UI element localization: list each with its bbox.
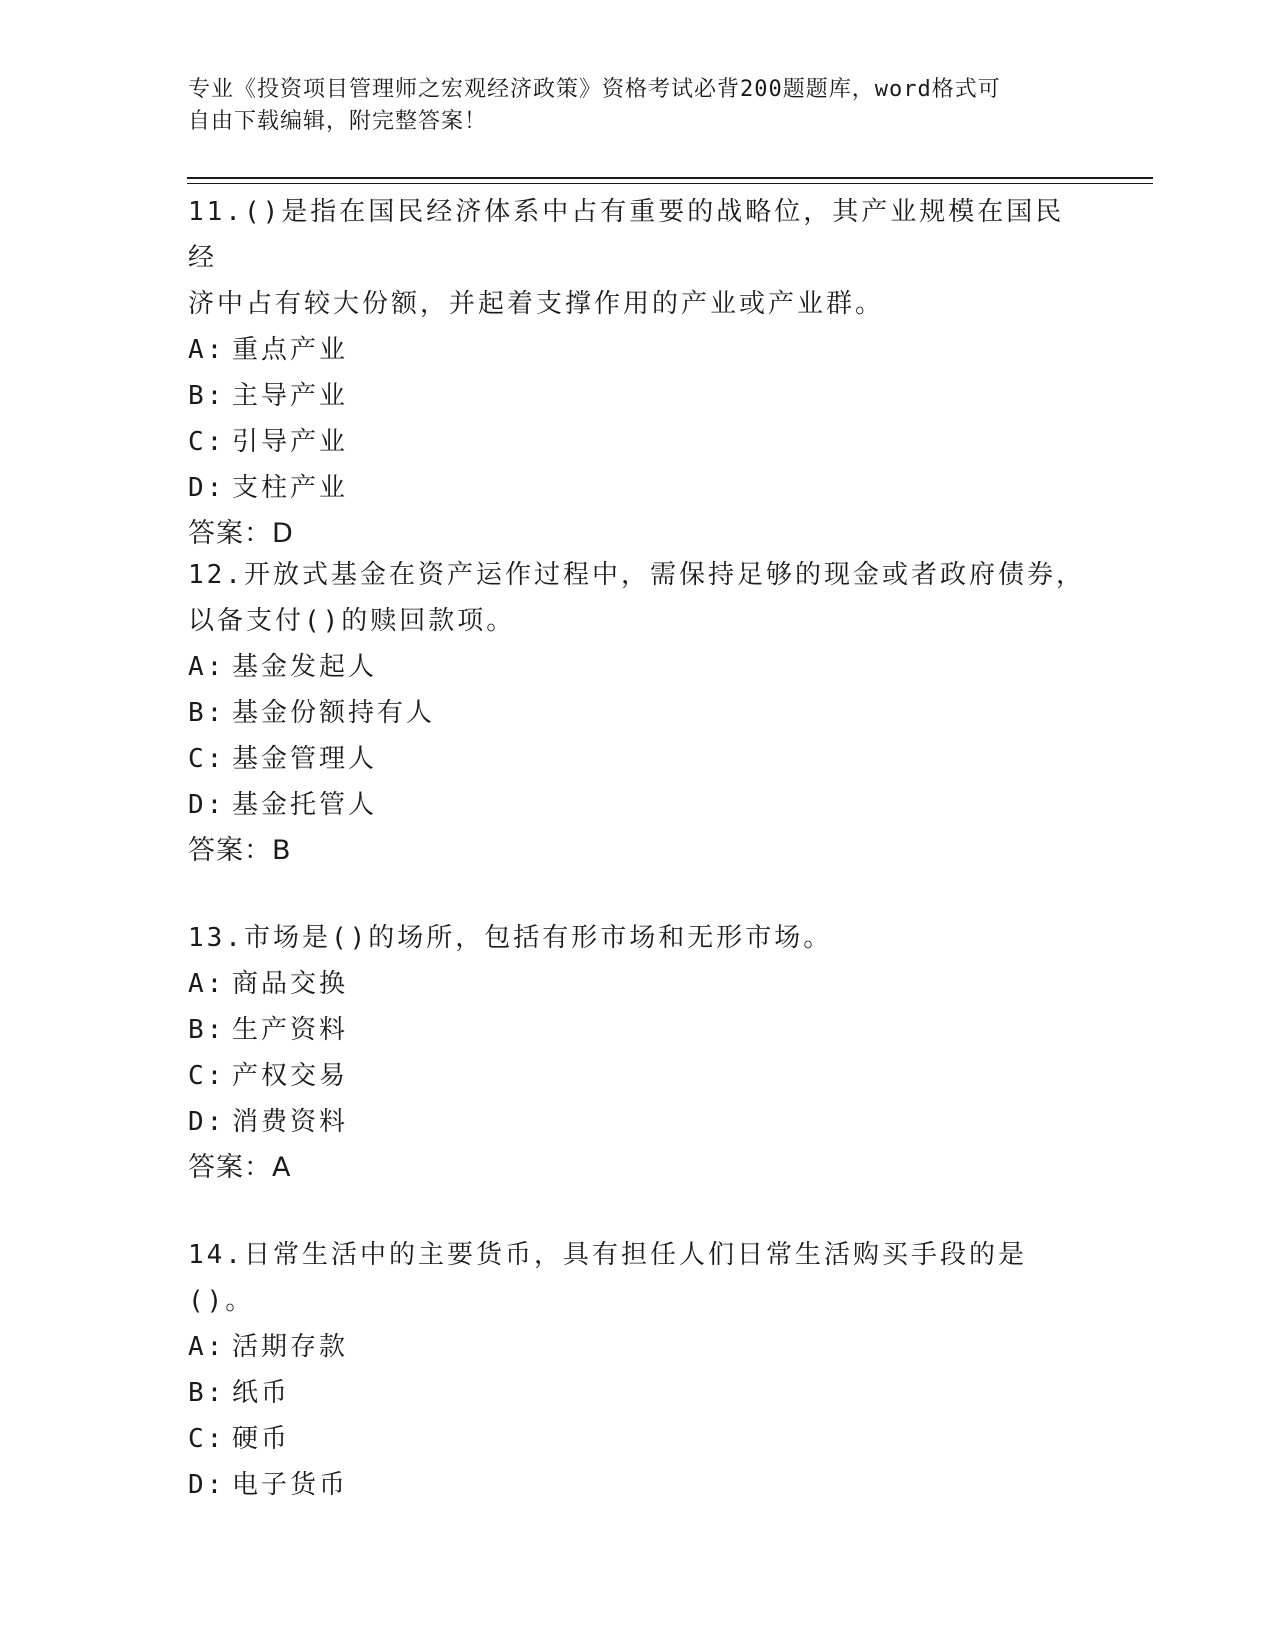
option-letter: D: xyxy=(188,473,226,503)
option-letter: A: xyxy=(188,652,226,682)
option-letter: C: xyxy=(188,744,226,774)
option-letter: A: xyxy=(188,1332,226,1362)
question-text-line-1: 12.开放式基金在资产运作过程中，需保持足够的现金或者政府债券， xyxy=(188,560,1085,590)
option-text: 基金管理人 xyxy=(232,744,378,774)
option-text: 重点产业 xyxy=(232,335,349,365)
question-text-line-1: 14.日常生活中的主要货币，具有担任人们日常生活购买手段的是()。 xyxy=(188,1240,1027,1316)
header-divider-thick xyxy=(187,177,1153,179)
option-letter: C: xyxy=(188,1061,226,1091)
option-letter: C: xyxy=(188,1424,226,1454)
question-13 xyxy=(188,915,1088,1191)
option-b xyxy=(188,1370,1088,1416)
option-letter: C: xyxy=(188,427,226,457)
question-text-line-2: 济中占有较大份额，并起着支撑作用的产业或产业群。 xyxy=(188,289,885,319)
option-letter: A: xyxy=(188,969,226,999)
option-letter: B: xyxy=(188,1378,226,1408)
header-line-2: 自由下载编辑，附完整答案！ xyxy=(188,109,488,134)
option-text: 引导产业 xyxy=(232,427,349,457)
option-letter: A: xyxy=(188,335,226,365)
question-text-line-2: 以备支付()的赎回款项。 xyxy=(188,606,516,636)
document-header xyxy=(188,74,1068,138)
option-text: 电子货币 xyxy=(232,1470,349,1500)
option-letter: D: xyxy=(188,1470,226,1500)
question-14 xyxy=(188,1232,1088,1508)
option-text: 主导产业 xyxy=(232,381,349,411)
answer-line: 答案：B xyxy=(188,835,292,866)
option-a xyxy=(188,644,1088,690)
option-letter: B: xyxy=(188,1015,226,1045)
option-text: 产权交易 xyxy=(232,1061,349,1091)
question-text-line-1: 11.()是指在国民经济体系中占有重要的战略位，其产业规模在国民经 xyxy=(188,197,1065,273)
option-letter: D: xyxy=(188,1107,226,1137)
option-text: 支柱产业 xyxy=(232,473,349,503)
option-text: 基金发起人 xyxy=(232,652,378,682)
option-b xyxy=(188,690,1088,736)
option-b xyxy=(188,373,1088,419)
option-letter: B: xyxy=(188,381,226,411)
option-d xyxy=(188,1099,1088,1145)
option-c xyxy=(188,419,1088,465)
option-c xyxy=(188,1053,1088,1099)
option-text: 基金份额持有人 xyxy=(232,698,436,728)
header-divider-thin xyxy=(187,183,1153,184)
question-12 xyxy=(188,552,1088,874)
option-text: 硬币 xyxy=(232,1424,291,1454)
option-c xyxy=(188,1416,1088,1462)
option-c xyxy=(188,736,1088,782)
option-letter: D: xyxy=(188,790,226,820)
option-a xyxy=(188,961,1088,1007)
option-d xyxy=(188,782,1088,828)
answer-line: 答案：A xyxy=(188,1152,292,1183)
question-text-line-1: 13.市场是()的场所，包括有形市场和无形市场。 xyxy=(188,923,833,953)
option-d xyxy=(188,1462,1088,1508)
answer-line: 答案：D xyxy=(188,518,294,549)
option-text: 商品交换 xyxy=(232,969,349,999)
option-text: 消费资料 xyxy=(232,1107,349,1137)
option-a xyxy=(188,327,1088,373)
option-text: 活期存款 xyxy=(232,1332,349,1362)
question-11 xyxy=(188,189,1088,557)
option-a xyxy=(188,1324,1088,1370)
option-letter: B: xyxy=(188,698,226,728)
option-b xyxy=(188,1007,1088,1053)
option-text: 基金托管人 xyxy=(232,790,378,820)
option-text: 纸币 xyxy=(232,1378,291,1408)
header-line-1: 专业《投资项目管理师之宏观经济政策》资格考试必背200题题库，word格式可 xyxy=(188,77,1001,102)
option-d xyxy=(188,465,1088,511)
option-text: 生产资料 xyxy=(232,1015,349,1045)
